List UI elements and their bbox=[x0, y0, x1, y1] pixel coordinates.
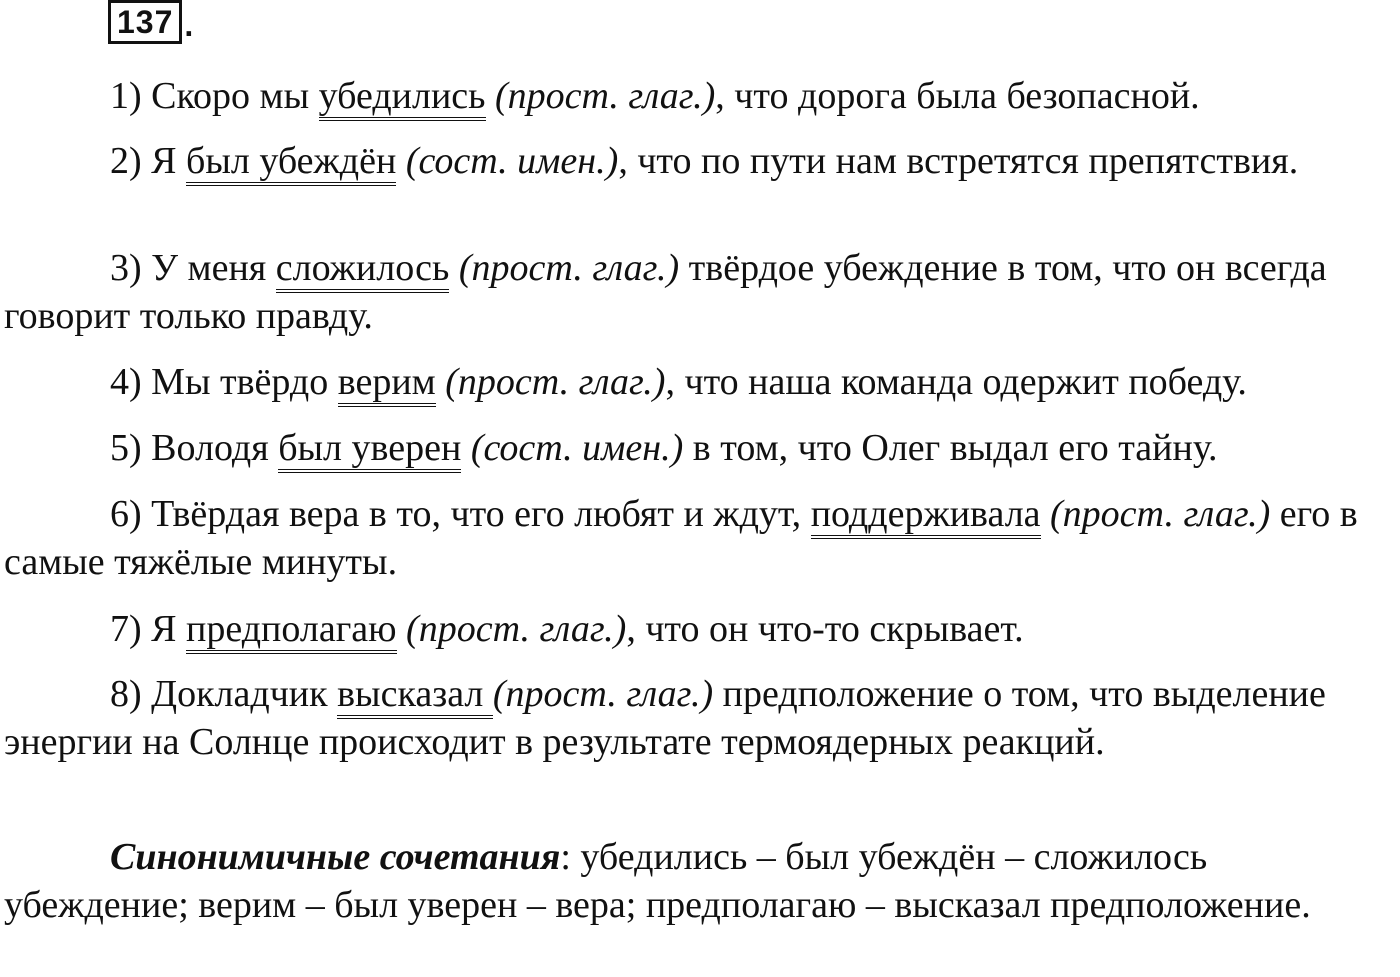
sentence-prefix: 6) Твёрдая вера в то, что его любят и ждут, bbox=[110, 493, 811, 535]
predicate: сложилось bbox=[276, 247, 450, 293]
sentence-5 bbox=[4, 424, 1398, 472]
sentence-8 bbox=[4, 670, 1398, 766]
synonyms-text: : убедились – был убеждён – сложилось убеждение; верим – был уверен – вера; предполагаю – высказал предположение. bbox=[4, 836, 1311, 926]
sentence-prefix: 8) Докладчик bbox=[110, 673, 338, 715]
predicate: был убеждён bbox=[186, 140, 396, 186]
predicate-type-note: (прост. глаг.) bbox=[485, 75, 716, 117]
sentence-prefix: 7) Я bbox=[110, 608, 186, 650]
sentence-suffix: , что он что-то скрывает. bbox=[626, 608, 1024, 650]
sentence-suffix: , что дорога была безопасной. bbox=[715, 75, 1200, 117]
predicate: предполагаю bbox=[186, 608, 397, 654]
predicate: был уверен bbox=[278, 427, 461, 473]
predicate-type-note: (прост. глаг.) bbox=[396, 608, 627, 650]
exercise-number bbox=[108, 6, 193, 44]
exercise-number-dot: . bbox=[184, 7, 194, 43]
sentence-suffix: его в самые тяжёлые минуты. bbox=[4, 493, 1358, 583]
predicate: убедились bbox=[319, 75, 486, 121]
predicate: высказал bbox=[337, 673, 493, 719]
predicate-type-note: (сост. имен.) bbox=[461, 427, 684, 469]
predicate-type-note: (прост. глаг.) bbox=[492, 673, 714, 715]
sentence-prefix: 1) Скоро мы bbox=[110, 75, 319, 117]
predicate: поддерживала bbox=[811, 493, 1041, 539]
sentence-prefix: 3) У меня bbox=[110, 247, 276, 289]
sentence-6 bbox=[4, 490, 1398, 586]
sentence-4 bbox=[4, 358, 1398, 406]
predicate-type-note: (прост. глаг.) bbox=[435, 361, 666, 403]
predicate-type-note: (сост. имен.) bbox=[396, 140, 619, 182]
synonyms-label: Синонимичные сочетания bbox=[110, 836, 561, 878]
sentence-suffix: в том, что Олег выдал его тайну. bbox=[683, 427, 1218, 469]
sentence-prefix: 2) Я bbox=[110, 140, 186, 182]
sentence-7 bbox=[4, 605, 1398, 653]
predicate-type-note: (прост. глаг.) bbox=[449, 247, 680, 289]
sentence-3 bbox=[4, 244, 1398, 340]
sentence-suffix: предположение о том, что выделение энергии на Солнце происходит в результате термоядерных реакций. bbox=[4, 673, 1326, 763]
sentence-prefix: 5) Володя bbox=[110, 427, 279, 469]
predicate-type-note: (прост. глаг.) bbox=[1040, 493, 1271, 535]
sentence-prefix: 4) Мы твёрдо bbox=[110, 361, 338, 403]
sentence-suffix: твёрдое убеждение в том, что он всегда говорит только правду. bbox=[4, 247, 1327, 337]
sentence-2 bbox=[4, 137, 1398, 185]
sentence-suffix: , что по пути нам встретятся препятствия. bbox=[618, 140, 1299, 182]
sentence-1 bbox=[4, 72, 1398, 120]
sentence-suffix: , что наша команда одержит победу. bbox=[665, 361, 1247, 403]
exercise-number-box: 137 bbox=[108, 0, 182, 44]
predicate: верим bbox=[338, 361, 436, 407]
synonyms-paragraph bbox=[4, 833, 1398, 929]
